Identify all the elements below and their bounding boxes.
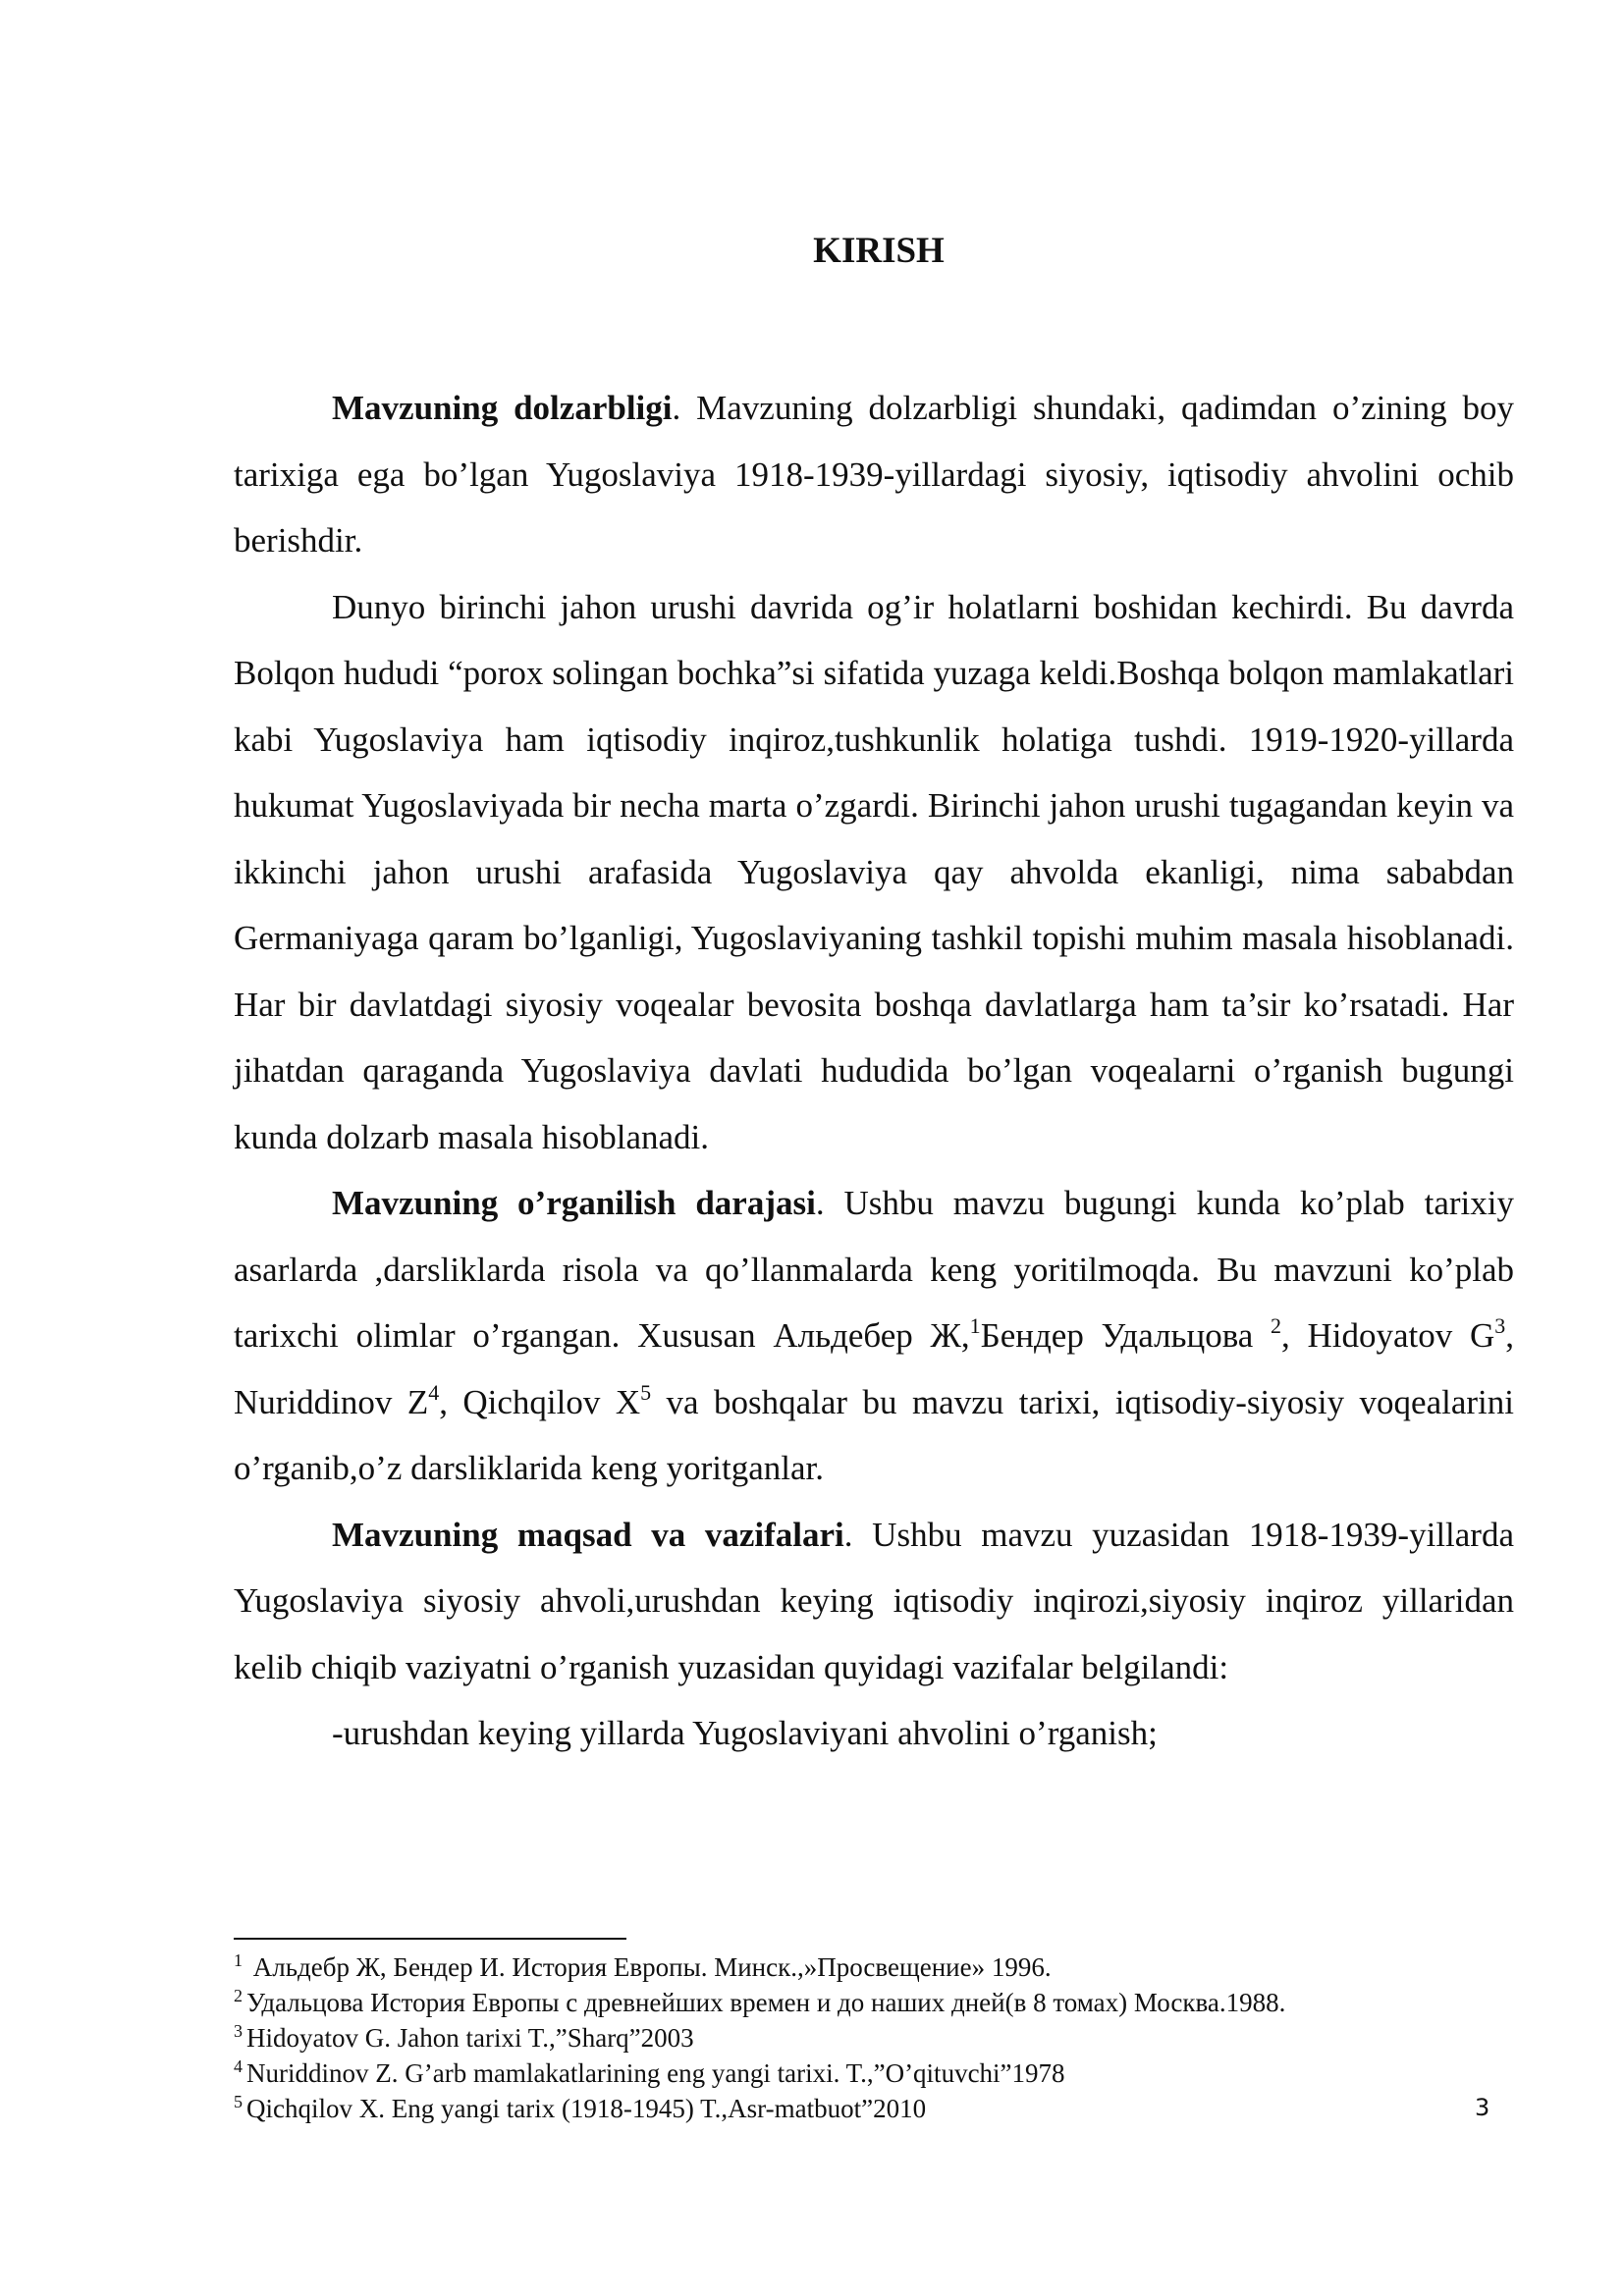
goals-text: . Ushbu mavzu yuzasidan 1918-1939-yillarda Yugoslaviya siyosiy ahvoli,urushdan keying iqtisodiy inqirozi,siyosiy inqiroz yillaridan kelib chiqib vaziyatni o’rganish yuzasidan quyidagi vazifalar belgilandi: (234, 1515, 1514, 1686)
heading-relevance: Mavzuning dolzarbligi (332, 389, 673, 427)
page-title: KIRISH (813, 231, 945, 271)
footnote-ref-2: 2 (1271, 1313, 1282, 1338)
paragraph-relevance (234, 375, 1514, 574)
study-level-text: . Ushbu mavzu bugungi kunda ko’plab tarixiy asarlarda ,darsliklarda risola va qo’llanmalarda keng yoritilmoqda. Bu mavzuni ko’plab tarixchi olimlar o’rgangan. Xususan Альдебер Ж, (234, 1184, 1514, 1355)
footnote-text: Qichqilov X. Eng yangi tarix (1918-1945) T.,Asr-matbuot”2010 (246, 2094, 927, 2123)
footnote-2 (234, 1985, 1540, 2020)
footnote-number: 1 (234, 1950, 243, 1970)
study-level-text: va boshqalar bu mavzu tarixi, iqtisodiy-siyosiy voqealarini o’rganib,o’z darsliklarida keng yoritganlar. (234, 1382, 1514, 1487)
study-level-text: , Hidoyatov G (1281, 1316, 1495, 1355)
paragraph-study-level (234, 1170, 1514, 1502)
list-item: -urushdan keying yillarda Yugoslaviyani ahvolini o’rganish; (332, 1714, 1158, 1752)
page-number: 3 (1475, 2094, 1490, 2121)
footnote-separator (234, 1938, 626, 1940)
footnote-4 (234, 2056, 1540, 2091)
paragraph-goals (234, 1502, 1514, 1701)
footnote-number: 4 (234, 2056, 243, 2076)
footnote-ref-1: 1 (969, 1313, 981, 1338)
study-level-text: , Qichqilov X (439, 1382, 641, 1421)
footnote-number: 3 (234, 2021, 243, 2041)
relevance-text: . Mavzuning dolzarbligi shundaki, qadimdan o’zining boy tarixiga ega bo’lgan Yugoslaviya 1918-1939-yillardagi siyosiy, iqtisodiy ahvolini ochib berishdir. (234, 389, 1514, 560)
footnote-5 (234, 2091, 1540, 2126)
study-level-text: Бендер Удальцова (980, 1316, 1272, 1355)
footnote-ref-3: 3 (1494, 1313, 1506, 1338)
footnote-text: Hidoyatov G. Jahon tarixi T.,”Sharq”2003 (246, 2023, 694, 2053)
footnote-3 (234, 2020, 1540, 2056)
footnote-number: 5 (234, 2092, 243, 2111)
heading-goals: Mavzuning maqsad va vazifalari (332, 1515, 844, 1554)
footnote-1 (234, 1949, 1540, 1985)
paragraph-context: Dunyo birinchi jahon urushi davrida og’ir holatlarni boshidan kechirdi. Bu davrda Bolqon hududi “porox solingan bochka”si sifatida yuzaga keldi.Boshqa bolqon mamlakatlari kabi Yugoslaviya ham iqtisodiy inqiroz,tushkunlik holatiga tushdi. 1919-1920-yillarda hukumat Yugoslaviyada bir necha marta o’zgardi. Birinchi jahon urushi tugagandan keyin va ikkinchi jahon urushi arafasida Yugoslaviya qay ahvolda ekanligi, nima sababdan Germaniyaga qaram bo’lganligi, Yugoslaviyaning tashkil topishi muhim masala hisoblanadi. Har bir davlatdagi siyosiy voqealar bevosita boshqa davlatlarga ham ta’sir ko’rsatadi. Har jihatdan qaraganda Yugoslaviya davlati hududida bo’lgan voqealarni o’rganish bugungi kunda dolzarb masala hisoblanadi. (234, 587, 1514, 1156)
footnote-text: Удальцова История Европы с древнейших времен и до наших дней(в 8 томах) Москва.1988. (246, 1988, 1286, 2017)
footnote-number: 2 (234, 1986, 243, 2005)
study-level-text: , Nuriddinov Z (234, 1316, 1514, 1421)
heading-study-level: Mavzuning o’rganilish darajasi (332, 1184, 816, 1222)
footnote-ref-5: 5 (640, 1379, 652, 1405)
footnote-ref-4: 4 (428, 1379, 440, 1405)
footnote-text: Альдебр Ж, Бендер И. История Европы. Минск.,»Просвещение» 1996. (246, 1952, 1052, 1982)
footnote-text: Nuriddinov Z. G’arb mamlakatlarining eng yangi tarixi. T.,”O’qituvchi”1978 (246, 2058, 1065, 2088)
body-text (234, 375, 1514, 1767)
footnotes (234, 1949, 1540, 2126)
